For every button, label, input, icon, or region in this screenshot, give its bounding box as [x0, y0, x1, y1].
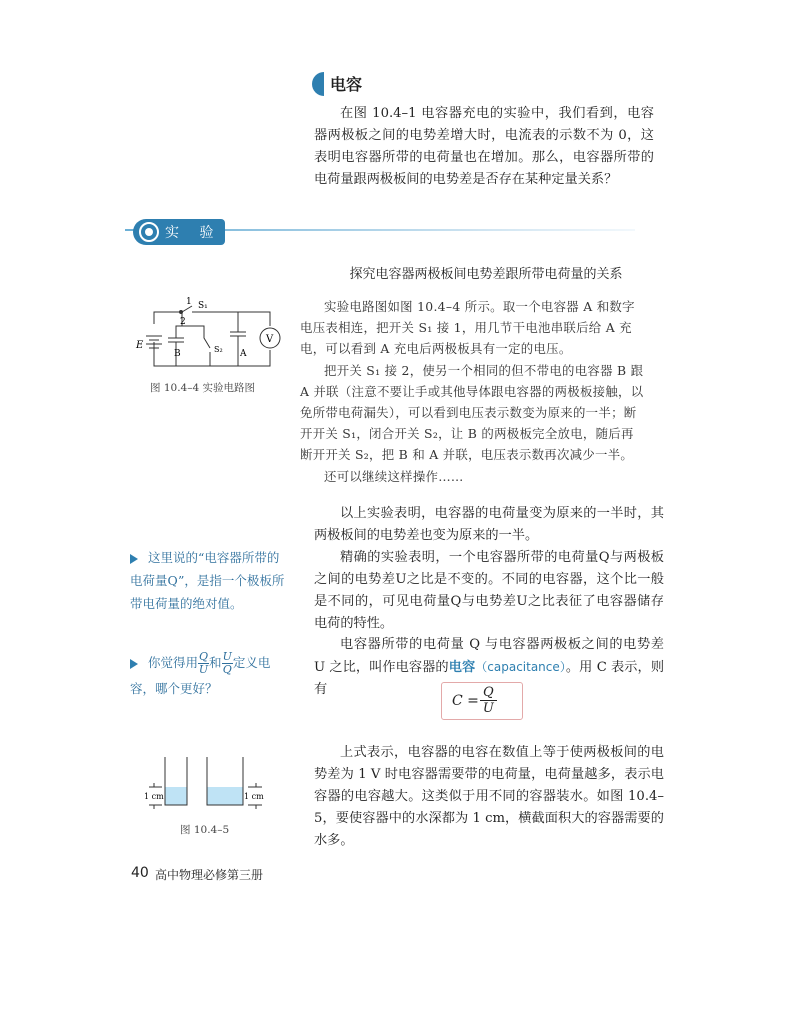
keyword-english: （capacitance） [475, 660, 566, 674]
note-text-mid: 和 [209, 655, 222, 670]
water-narrow [165, 787, 187, 805]
keyword-capacitance: 电容 [448, 660, 476, 675]
experiment-paragraph-3: 还可以继续这样操作…… [324, 469, 464, 484]
frac1-num: Q [199, 650, 209, 663]
fraction-U-over-Q [222, 651, 233, 676]
intro-paragraph: 在图 10.4–1 电容器充电的实验中，我们看到，电容器两极板之间的电势差增大时，电流表的示数不为 0，这表明电容器所带的电荷量也在增加。那么，电容器所带的电荷量跟两极板间的电势差是否存在某种定量关系？ [314, 106, 654, 187]
fraction-Q-over-U [198, 651, 209, 676]
frac1-den: U [198, 663, 209, 676]
experiment-tag-label: 实 验 [165, 225, 222, 241]
figure-caption-10-4-4: 图 10.4–4 实验电路图 [150, 382, 255, 394]
label-right-depth: 1 cm [244, 792, 264, 801]
experiment-paragraph-1: 实验电路图如图 10.4–4 所示。取一个电容器 A 和数字电压表相连，把开关 S₁ 接 1，用几节干电池串联后给 A 充电，可以看到 A 充电后两极板具有一定的电压。 [300, 299, 635, 356]
label-E: E [136, 340, 144, 351]
formula-numerator: Q [480, 685, 497, 701]
formula-lhs: C = [452, 693, 479, 709]
label-B: B [174, 349, 181, 359]
page-number: 40 [131, 865, 149, 881]
label-1: 1 [186, 297, 192, 307]
circuit-diagram [128, 296, 288, 376]
note-marker-icon [130, 659, 138, 669]
definition-text-a: 电容器所带的电荷量 Q 与电容器两极板之间的电势差 U 之比，叫作电容器的 [314, 637, 664, 675]
capacitance-formula [441, 682, 523, 720]
section-title: 电容 [330, 75, 363, 94]
figure-caption-10-4-5: 图 10.4–5 [180, 824, 230, 836]
book-title: 高中物理必修第三册 [155, 868, 264, 882]
water-wide [207, 787, 243, 805]
label-2: 2 [180, 317, 186, 327]
experiment-title: 探究电容器两极板间电势差跟所带电荷量的关系 [349, 267, 623, 282]
section-marker [312, 72, 324, 96]
label-V: V [266, 334, 274, 345]
side-note-charge-text: 这里说的“电容器所带的电荷量Q”，是指一个极板所带电荷量的绝对值。 [130, 550, 285, 611]
result-paragraph: 以上实验表明，电容器的电荷量变为原来的一半时，其两极板间的电势差也变为原来的一半。 [314, 506, 664, 543]
precise-paragraph: 精确的实验表明，一个电容器所带的电荷量Q与两极板之间的电势差U之比是不变的。不同的电容器，这个比一般是不同的，可见电荷量Q与电势差U之比表征了电容器储存电荷的特性。 [314, 550, 664, 631]
note-text-a: 你觉得用 [148, 655, 199, 670]
frac2-den: Q [222, 663, 232, 676]
note-text-b: 定义电容，哪个更好？ [130, 655, 271, 696]
experiment-icon [139, 222, 159, 242]
label-S1: S₁ [198, 301, 208, 311]
formula-fraction [480, 685, 497, 716]
experiment-paragraph-2: 把开关 S₁ 接 2，使另一个相同的但不带电的电容器 B 跟 A 并联（注意不要让手或其他导体跟电容器的两极板接触，以免所带电荷漏失），可以看到电压表示数变为原来的一半；断开开关 S₁，闭合开关 S₂，让 B 的两极板完全放电，随后再断开开关 S₂，把 B 和 A 并联，电压表示数再次减少一半。 [300, 363, 644, 462]
explanation-paragraph: 上式表示，电容器的电容在数值上等于使两极板间的电势差为 1 V 时电容器需要带的电荷量，电荷量越多，表示电容器的电容越大。这类似于用不同的容器装水。如图 10.4–5，要使容器中的水深都为 1 cm，横截面积大的容器需要的水多。 [314, 745, 664, 848]
experiment-tag [133, 219, 225, 245]
formula-denominator: U [482, 701, 494, 716]
side-note-question [130, 650, 290, 702]
label-S2: S₂ [214, 345, 223, 354]
containers-diagram [140, 755, 270, 815]
note-marker-icon [130, 554, 138, 564]
label-A: A [240, 349, 247, 359]
side-note-charge [130, 546, 290, 615]
experiment-banner [125, 219, 635, 249]
frac2-num: U [222, 650, 232, 663]
definition-text-b: 。用 C 表示，则有 [314, 660, 665, 697]
label-left-depth: 1 cm [144, 792, 164, 801]
